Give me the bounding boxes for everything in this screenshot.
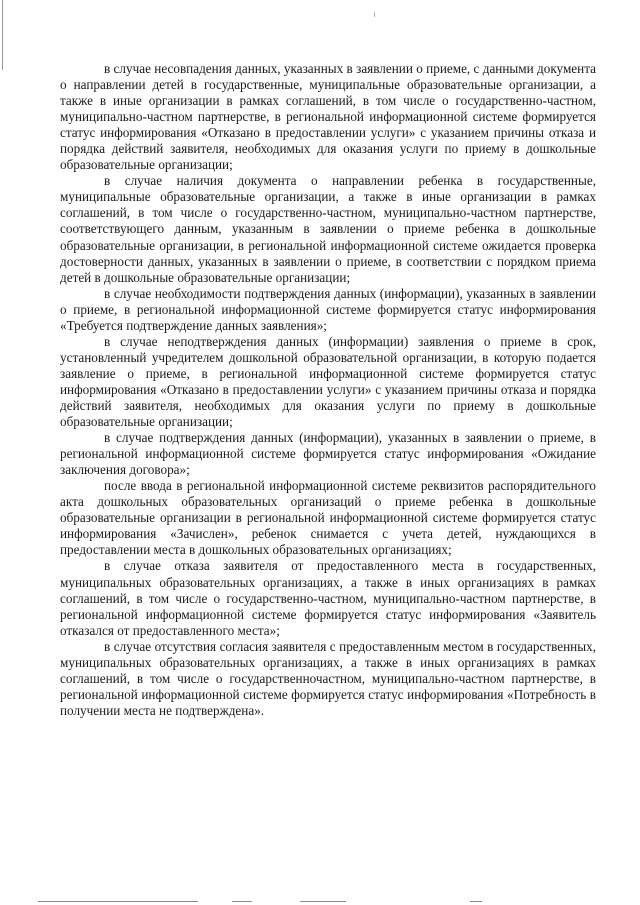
paragraph-not-confirmed: в случае неподтверждения данных (информации) заявления о приеме в срок, установленный учредителем дошкольной образовательной организации, в которую подается заявление о приеме, в региональной информационной системе формируется статус информирования «Отказано в предоставлении услуги» с указанием причины отказа и порядка действий заявителя, необходимых для оказания услуги по приему в дошкольные образовательные организации; <box>60 333 596 430</box>
paragraph-enrolled: после ввода в региональной информационной системе реквизитов распорядительного акта дошкольных образовательных организаций о приеме ребенка в дошкольные образовательные организации в региональной информационной системе формируется статус информирования «Зачислен», ребенок снимается с учета детей, нуждающихся в предоставлении места в дошкольных образовательных организациях; <box>60 478 596 558</box>
scan-bottom-rule <box>300 901 346 902</box>
paragraph-confirmed: в случае подтверждения данных (информации), указанных в заявлении о приеме, в региональной информационной системе формируется статус информирования «Ожидание заключения договора»; <box>60 430 596 478</box>
scan-bottom-rule <box>470 901 482 902</box>
scan-bottom-rule <box>232 901 252 902</box>
paragraph-confirmation-required: в случае необходимости подтверждения данных (информации), указанных в заявлении о приеме, в региональной информационной системе формируется статус информирования «Требуется подтверждение данных заявления»; <box>60 285 596 333</box>
document-body <box>60 61 596 719</box>
scan-bottom-rule <box>38 901 198 902</box>
scan-left-edge <box>2 0 3 70</box>
paragraph-direction-document-present: в случае наличия документа о направлении ребенка в государственные, муниципальные образовательные организации, а также в иные организации в рамках соглашений, в том числе о государственно-частном, муниципально-частном партнерстве, соответствующего данным, указанным в заявлении о приеме ребенка в дошкольные образовательные организации, в региональной информационной системе ожидается проверка достоверности данных, указанных в заявлении о приеме, в соответствии с порядком приема детей в дошкольные образовательные организации; <box>60 173 596 285</box>
paragraph-applicant-declined: в случае отказа заявителя от предоставленного места в государственных, муниципальных образовательных организациях, а также в иных организациях в рамках соглашений, в том числе о государственно-частном, муниципально-частном партнерстве, в региональной информационной системе формируется статус информирования «Заявитель отказался от предоставленного места»; <box>60 558 596 638</box>
paragraph-status-mismatch: в случае несовпадения данных, указанных в заявлении о приеме, с данными документа о направлении детей в государственные, муниципальные образовательные организации, а также в иные организации в рамках соглашений, в том числе о государственно-частном, муниципально-частном партнерстве, в региональной информационной системе формируется статус информирования «Отказано в предоставлении услуги» с указанием причины отказа и порядка действий заявителя, необходимых для оказания услуги по приему в дошкольные образовательные организации; <box>60 61 596 173</box>
paragraph-need-not-confirmed: в случае отсутствия согласия заявителя с предоставленным местом в государственных, муниципальных образовательных организациях, а также в иных организациях в рамках соглашений, в том числе о государственночастном, муниципально-частном партнерстве, в региональной информационной системе формируется статус информирования «Потребность в получении места не подтверждена». <box>60 638 596 718</box>
scan-top-mark <box>374 12 375 17</box>
